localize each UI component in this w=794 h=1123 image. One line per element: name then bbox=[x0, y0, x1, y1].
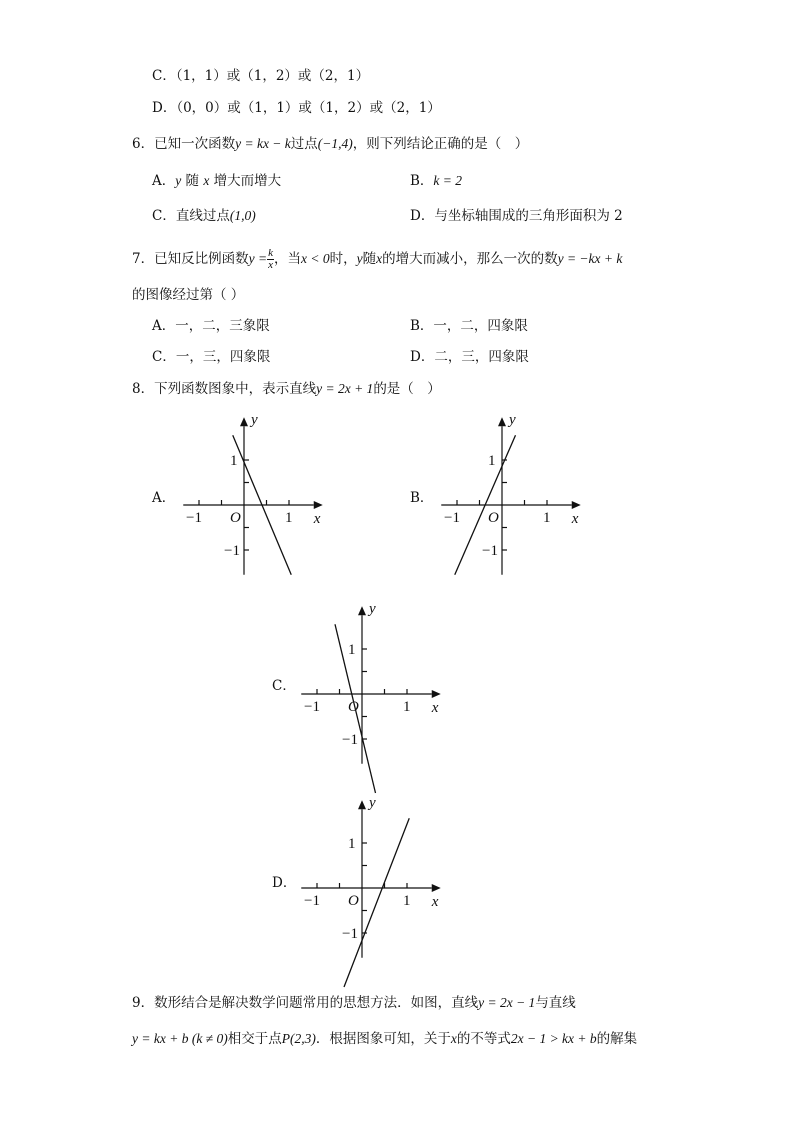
x-axis-label: x bbox=[313, 511, 321, 527]
x-tick-label: 1 bbox=[285, 510, 293, 526]
q8-graph-a-label: A． bbox=[152, 490, 176, 506]
q8-graph-b-label: B． bbox=[410, 490, 434, 506]
q8-graph-c-label: C． bbox=[272, 678, 296, 694]
y-axis-label: y bbox=[251, 412, 258, 428]
q6-point: (−1,4) bbox=[317, 136, 353, 151]
y-tick-label: 1 bbox=[230, 453, 238, 469]
y-axis-label: y bbox=[369, 795, 376, 811]
origin-label: O bbox=[348, 893, 359, 909]
q7-stem-line2: 的图像经过第（ ） bbox=[132, 287, 245, 303]
q6-option-d: D．与坐标轴围成的三角形面积为 2 bbox=[410, 208, 623, 224]
q5-option-d: D．（0，0）或（1，1）或（1，2）或（2，1） bbox=[152, 100, 441, 116]
q6-stem: 6．已知一次函数y = kx − k过点(−1,4)，则下列结论正确的是（ ） bbox=[132, 136, 529, 152]
x-axis-label: x bbox=[431, 894, 439, 910]
y-tick-label: −1 bbox=[342, 732, 358, 748]
q6-function: y = kx − k bbox=[235, 136, 291, 151]
q9-stem: 9．数形结合是解决数学问题常用的思想方法．如图，直线y = 2x − 1与直线 bbox=[132, 995, 576, 1011]
x-axis-arrow bbox=[432, 884, 441, 892]
y-axis-arrow bbox=[358, 606, 366, 615]
x-tick-label: −1 bbox=[304, 699, 320, 715]
q5-option-c: C．（1，1）或（1，2）或（2，1） bbox=[152, 68, 370, 84]
x-axis-arrow bbox=[572, 501, 581, 509]
x-tick-label: 1 bbox=[403, 699, 411, 715]
x-tick-label: −1 bbox=[186, 510, 202, 526]
x-tick-label: 1 bbox=[403, 893, 411, 909]
y-tick-label: 1 bbox=[348, 642, 356, 658]
x-axis-arrow bbox=[432, 690, 441, 698]
q7-option-c: C．一，三，四象限 bbox=[152, 349, 271, 365]
q6-option-b: B．k = 2 bbox=[410, 173, 463, 189]
q7-option-b: B．一，二，四象限 bbox=[410, 318, 528, 334]
origin-label: O bbox=[348, 699, 359, 715]
q9-stem-line2: y = kx + b (k ≠ 0)相交于点P(2,3)．根据图象可知，关于x的不等式2x − 1 > kx + b的解集 bbox=[132, 1031, 638, 1047]
x-axis-label: x bbox=[431, 700, 439, 716]
y-axis-arrow bbox=[240, 417, 248, 426]
q8-graph-d-label: D． bbox=[272, 875, 297, 891]
x-axis-arrow bbox=[314, 501, 323, 509]
y-tick-label: −1 bbox=[342, 926, 358, 942]
q6-option-c: C．直线过点(1,0) bbox=[152, 208, 256, 224]
q8-function: y = 2x + 1 bbox=[316, 381, 374, 396]
x-tick-label: −1 bbox=[444, 510, 460, 526]
x-axis-label: x bbox=[571, 511, 579, 527]
y-tick-label: −1 bbox=[224, 543, 240, 559]
q7-fraction: $\frac{k}{x}$ bbox=[268, 247, 273, 271]
y-axis-label: y bbox=[369, 601, 376, 617]
y-tick-label: −1 bbox=[482, 543, 498, 559]
y-tick-label: 1 bbox=[488, 453, 496, 469]
x-tick-label: 1 bbox=[543, 510, 551, 526]
y-axis-label: y bbox=[509, 412, 516, 428]
q7-option-d: D．二，三，四象限 bbox=[410, 349, 529, 365]
origin-label: O bbox=[488, 510, 499, 526]
q7-stem: 7．已知反比例函数y = $\frac{k}{x}$ ，当x < 0时，y随x的增大而减小，那么一次的数y = −kx + k bbox=[132, 247, 623, 271]
y-axis-arrow bbox=[358, 800, 366, 809]
q7-option-a: A．一，二，三象限 bbox=[152, 318, 270, 334]
q8-stem: 8．下列函数图象中，表示直线y = 2x + 1的是（ ） bbox=[132, 381, 441, 397]
q6-option-a: A．y 随 x 增大而增大 bbox=[152, 173, 282, 189]
origin-label: O bbox=[230, 510, 241, 526]
y-axis-arrow bbox=[498, 417, 506, 426]
x-tick-label: −1 bbox=[304, 893, 320, 909]
y-tick-label: 1 bbox=[348, 836, 356, 852]
